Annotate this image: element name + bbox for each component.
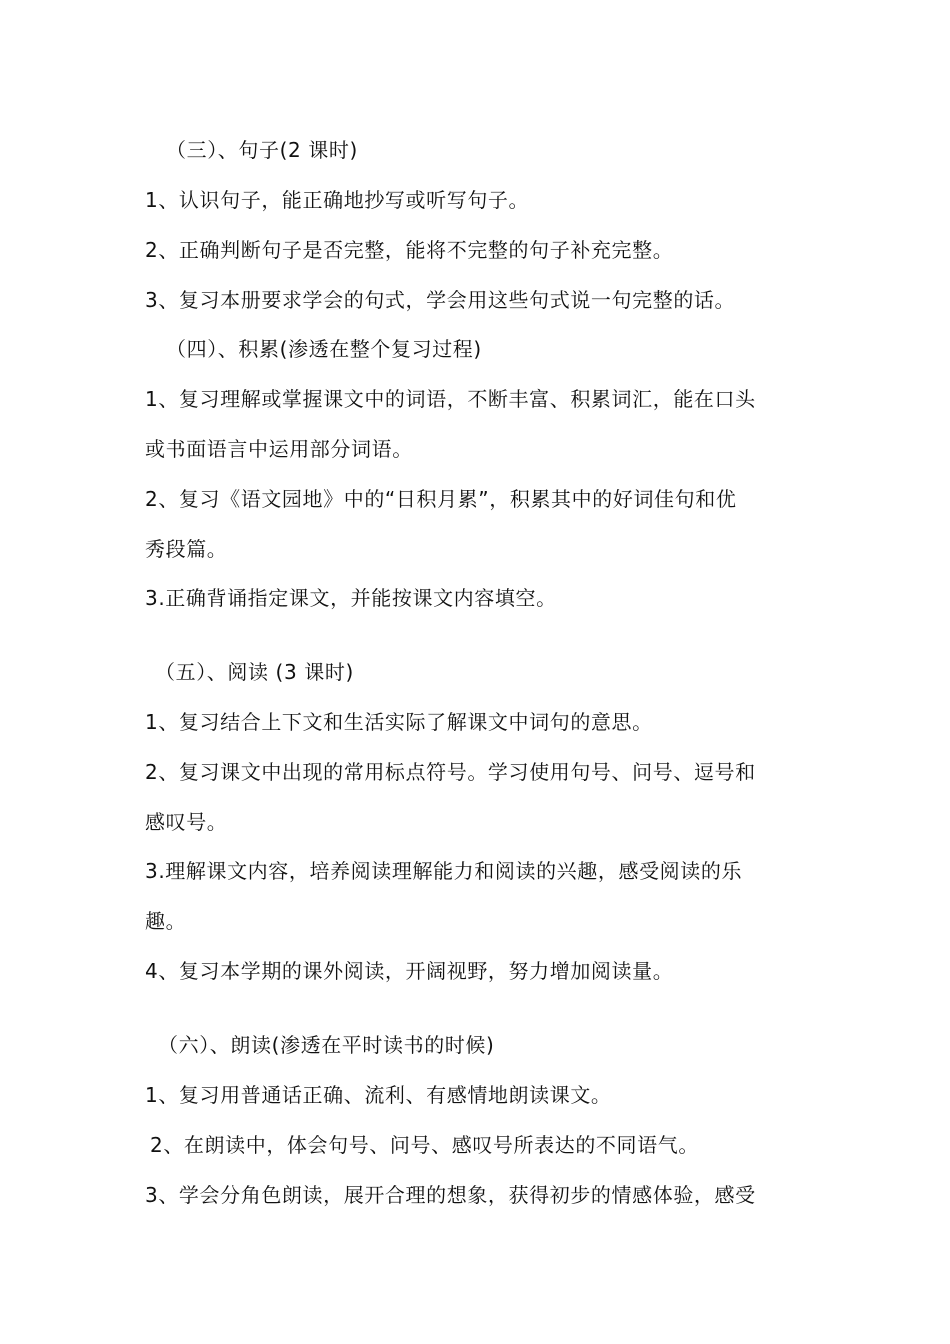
paragraph-line: 3、复习本册要求学会的句式，学会用这些句式说一句完整的话。: [145, 288, 736, 312]
paragraph-line: 感叹号。: [145, 810, 228, 834]
paragraph-line: 2、复习《语文园地》中的“日积月累”，积累其中的好词佳句和优: [145, 487, 737, 511]
paragraph-line: 1、复习用普通话正确、流利、有感情地朗读课文。: [145, 1083, 612, 1107]
paragraph-line: 3、学会分角色朗读，展开合理的想象，获得初步的情感体验，感受: [145, 1183, 756, 1207]
paragraph-line: 2、正确判断句子是否完整，能将不完整的句子补充完整。: [145, 238, 674, 262]
paragraph-line: 1、认识句子，能正确地抄写或听写句子。: [145, 188, 530, 212]
paragraph-line: 2、复习课文中出现的常用标点符号。学习使用句号、问号、逗号和: [145, 760, 756, 784]
paragraph-line: 1、复习理解或掌握课文中的词语，不断丰富、积累词汇，能在口头: [145, 387, 756, 411]
paragraph-line: 秀段篇。: [145, 537, 228, 561]
paragraph-line: 3.正确背诵指定课文，并能按课文内容填空。: [145, 586, 557, 610]
paragraph-line: 1、复习结合上下文和生活实际了解课文中词句的意思。: [145, 710, 653, 734]
paragraph-line: 或书面语言中运用部分词语。: [145, 437, 413, 461]
paragraph-line: 趣。: [145, 909, 187, 933]
section-heading-recitation: （六）、朗读(渗透在平时读书的时候): [158, 1033, 495, 1057]
section-heading-accumulation: （四）、积累(渗透在整个复习过程): [166, 337, 482, 361]
section-heading-sentences: （三）、句子(2 课时): [166, 138, 358, 162]
paragraph-line: 3.理解课文内容，培养阅读理解能力和阅读的兴趣，感受阅读的乐: [145, 859, 743, 883]
paragraph-line: 4、复习本学期的课外阅读，开阔视野，努力增加阅读量。: [145, 959, 674, 983]
paragraph-line: 2、在朗读中，体会句号、问号、感叹号所表达的不同语气。: [150, 1133, 699, 1157]
section-heading-reading: （五）、阅读 (3 课时): [155, 660, 354, 684]
